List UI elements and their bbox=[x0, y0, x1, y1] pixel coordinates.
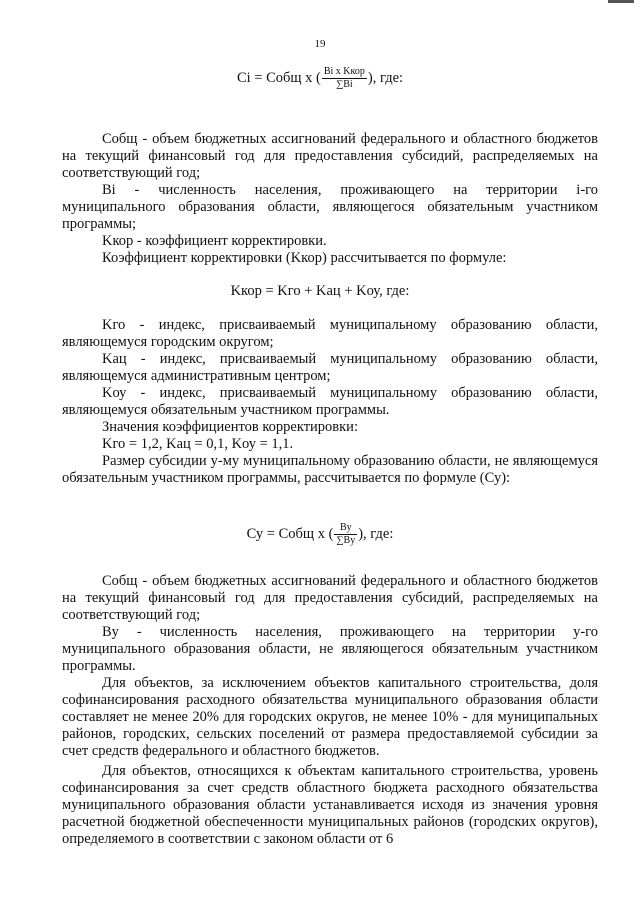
page-number: 19 bbox=[314, 38, 326, 50]
formula-kkor: Kкор = Kго + Kац + Kоу, где: bbox=[230, 283, 410, 299]
paragraph-kgo-definition: Kго - индекс, присваиваемый муниципальному образованию области, являющемуся городским округом; bbox=[62, 317, 598, 350]
formula-ci-lhs: Ci = Собщ х ( bbox=[236, 69, 321, 86]
paragraph-kac-definition: Kац - индекс, присваиваемый муниципальному образованию области, являющемуся административным центром; bbox=[62, 351, 598, 384]
formula-ci-numerator: Bi x Kкор bbox=[323, 66, 365, 77]
paragraph-by-definition: Bу - численность населения, проживающего на территории у-го муниципального образования области, не являющегося обязательным участником программы. bbox=[62, 624, 598, 674]
formula-cy-numerator: Bу bbox=[334, 522, 357, 535]
formula-cy-denominator: ∑Bу bbox=[336, 535, 356, 546]
formula-ci bbox=[0, 66, 640, 91]
paragraph-sobshch-definition-2: Собщ - объем бюджетных ассигнований федерального и областного бюджетов на текущий финансовый год для предоставления субсидий, распределяемых на соответствующий год; bbox=[62, 573, 598, 623]
paragraph-kkor-definition: Kкор - коэффициент корректировки. bbox=[102, 233, 327, 249]
formula-ci-fraction bbox=[322, 66, 367, 91]
paragraph-kkor-intro: Коэффициент корректировки (Kкор) рассчитывается по формуле: bbox=[102, 250, 507, 266]
formula-ci-rhs: ), где: bbox=[367, 69, 404, 86]
formula-cy bbox=[0, 522, 640, 547]
paragraph-coefficients-values: Kго = 1,2, Kац = 0,1, Kоу = 1,1. bbox=[102, 436, 294, 452]
paragraph-bi-definition: Bi - численность населения, проживающего на территории i-го муниципального образования области, являющегося обязательным участником программы; bbox=[62, 182, 598, 232]
formula-cy-lhs: Су = Собщ х ( bbox=[246, 525, 334, 542]
formula-ci-denominator: ∑Bi bbox=[336, 79, 353, 90]
paragraph-sobshch-definition: Собщ - объем бюджетных ассигнований федерального и областного бюджетов на текущий финансовый год для предоставления субсидий, распределяемых на соответствующий год; bbox=[62, 131, 598, 181]
paragraph-cofinancing-share: Для объектов, за исключением объектов капитального строительства, доля софинансирования расходного обязательства муниципального образования области составляет не менее 20% для городских округов, не менее 10% - для муниципальных районов, городских, сельских поселений от размера предоставляемой субсидии за счет средств федерального и областного бюджетов. bbox=[62, 675, 598, 759]
formula-cy-rhs: ), где: bbox=[358, 525, 394, 542]
paragraph-capital-construction: Для объектов, относящихся к объектам капитального строительства, уровень софинансирования за счет средств областного бюджета расходного обязательства муниципального образования области устанавливается исходя из значения уровня расчетной бюджетной обеспеченности муниципальных районов (городских округов), определяемого в соответствии с законом области от 6 bbox=[62, 763, 598, 847]
paragraph-coefficients-title: Значения коэффициентов корректировки: bbox=[102, 419, 358, 435]
formula-cy-fraction bbox=[334, 522, 357, 547]
paragraph-subsidy-size: Размер субсидии у-му муниципальному образованию области, не являющемуся обязательным участником программы, рассчитывается по формуле (Су): bbox=[62, 453, 598, 486]
scan-artifact bbox=[608, 0, 634, 3]
paragraph-kou-definition: Kоу - индекс, присваиваемый муниципальному образованию области, являющемуся обязательным участником программы. bbox=[62, 385, 598, 418]
